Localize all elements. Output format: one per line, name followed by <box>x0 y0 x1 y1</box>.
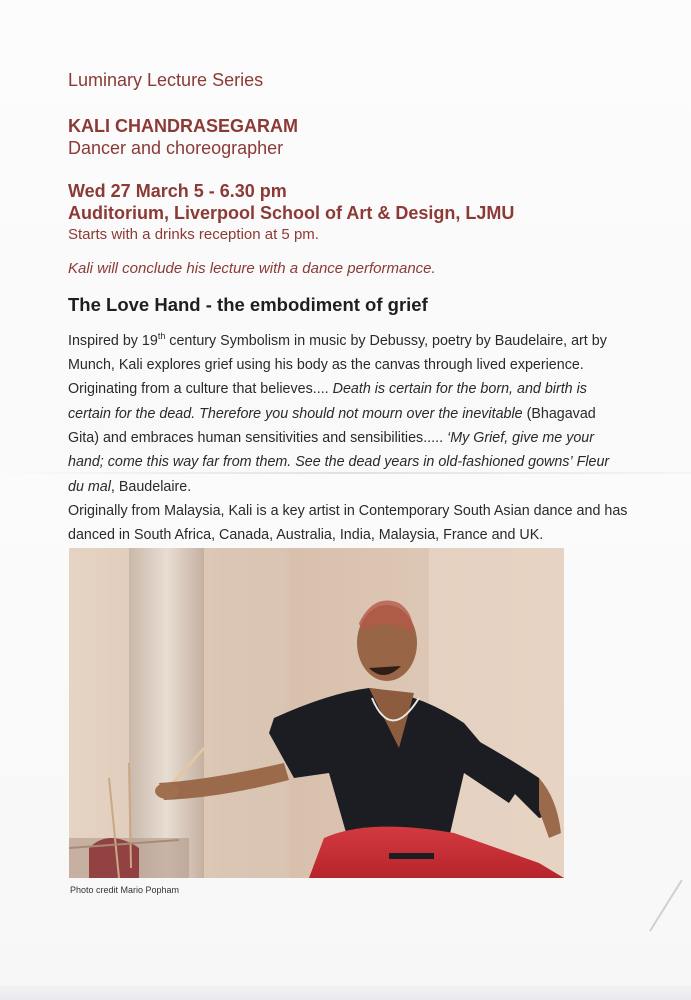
event-date: Wed 27 March 5 - 6.30 pm <box>68 181 287 201</box>
speaker-role: Dancer and choreographer <box>68 138 284 158</box>
series-title: Luminary Lecture Series <box>68 70 264 90</box>
event-venue: Auditorium, Liverpool School of Art & Design, LJMU <box>68 203 515 223</box>
article-heading: The Love Hand - the embodiment of grief <box>68 294 428 315</box>
speaker-name: KALI CHANDRASEGARAM <box>68 116 298 136</box>
article-body <box>68 324 628 547</box>
dancer-photo-illustration <box>69 548 564 878</box>
event-note: Kali will conclude his lecture with a dance performance. <box>68 260 436 277</box>
p1-source: Fleur du mal <box>68 454 610 495</box>
p1-text-a: Inspired by 19 <box>68 332 158 349</box>
p1-quote-baudelaire: ‘My Grief, give me your hand; come this way far from them. See the dead years in old-fashioned gowns’ <box>68 429 595 471</box>
p1-text-b: century Symbolism in music by Debussy, poetry by Baudelaire, art by Munch, Kali explores grief using his body as the canvas through lived experience. Originating from a culture that believes.... <box>68 332 607 398</box>
p1-quote-gita: Death is certain for the born, and birth is certain for the dead. Therefore you should not mourn over the inevitable <box>68 381 587 422</box>
p1-superscript: th <box>157 331 166 341</box>
dancer-photo <box>69 548 564 878</box>
photo-credit: Photo credit Mario Popham <box>70 885 180 895</box>
article-paragraph-1 <box>68 324 628 499</box>
paper-bottom-edge <box>0 985 691 1000</box>
p1-text-c: (Bhagavad Gita) and embraces human sensitivities and sensibilities..... <box>68 405 596 446</box>
p1-text-d: , Baudelaire. <box>110 478 192 495</box>
event-reception: Starts with a drinks reception at 5 pm. <box>68 226 319 243</box>
article-paragraph-2: Originally from Malaysia, Kali is a key artist in Contemporary South Asian dance and has danced in South Africa, Canada, Australia, India, Malaysia, France and UK. <box>68 502 628 544</box>
